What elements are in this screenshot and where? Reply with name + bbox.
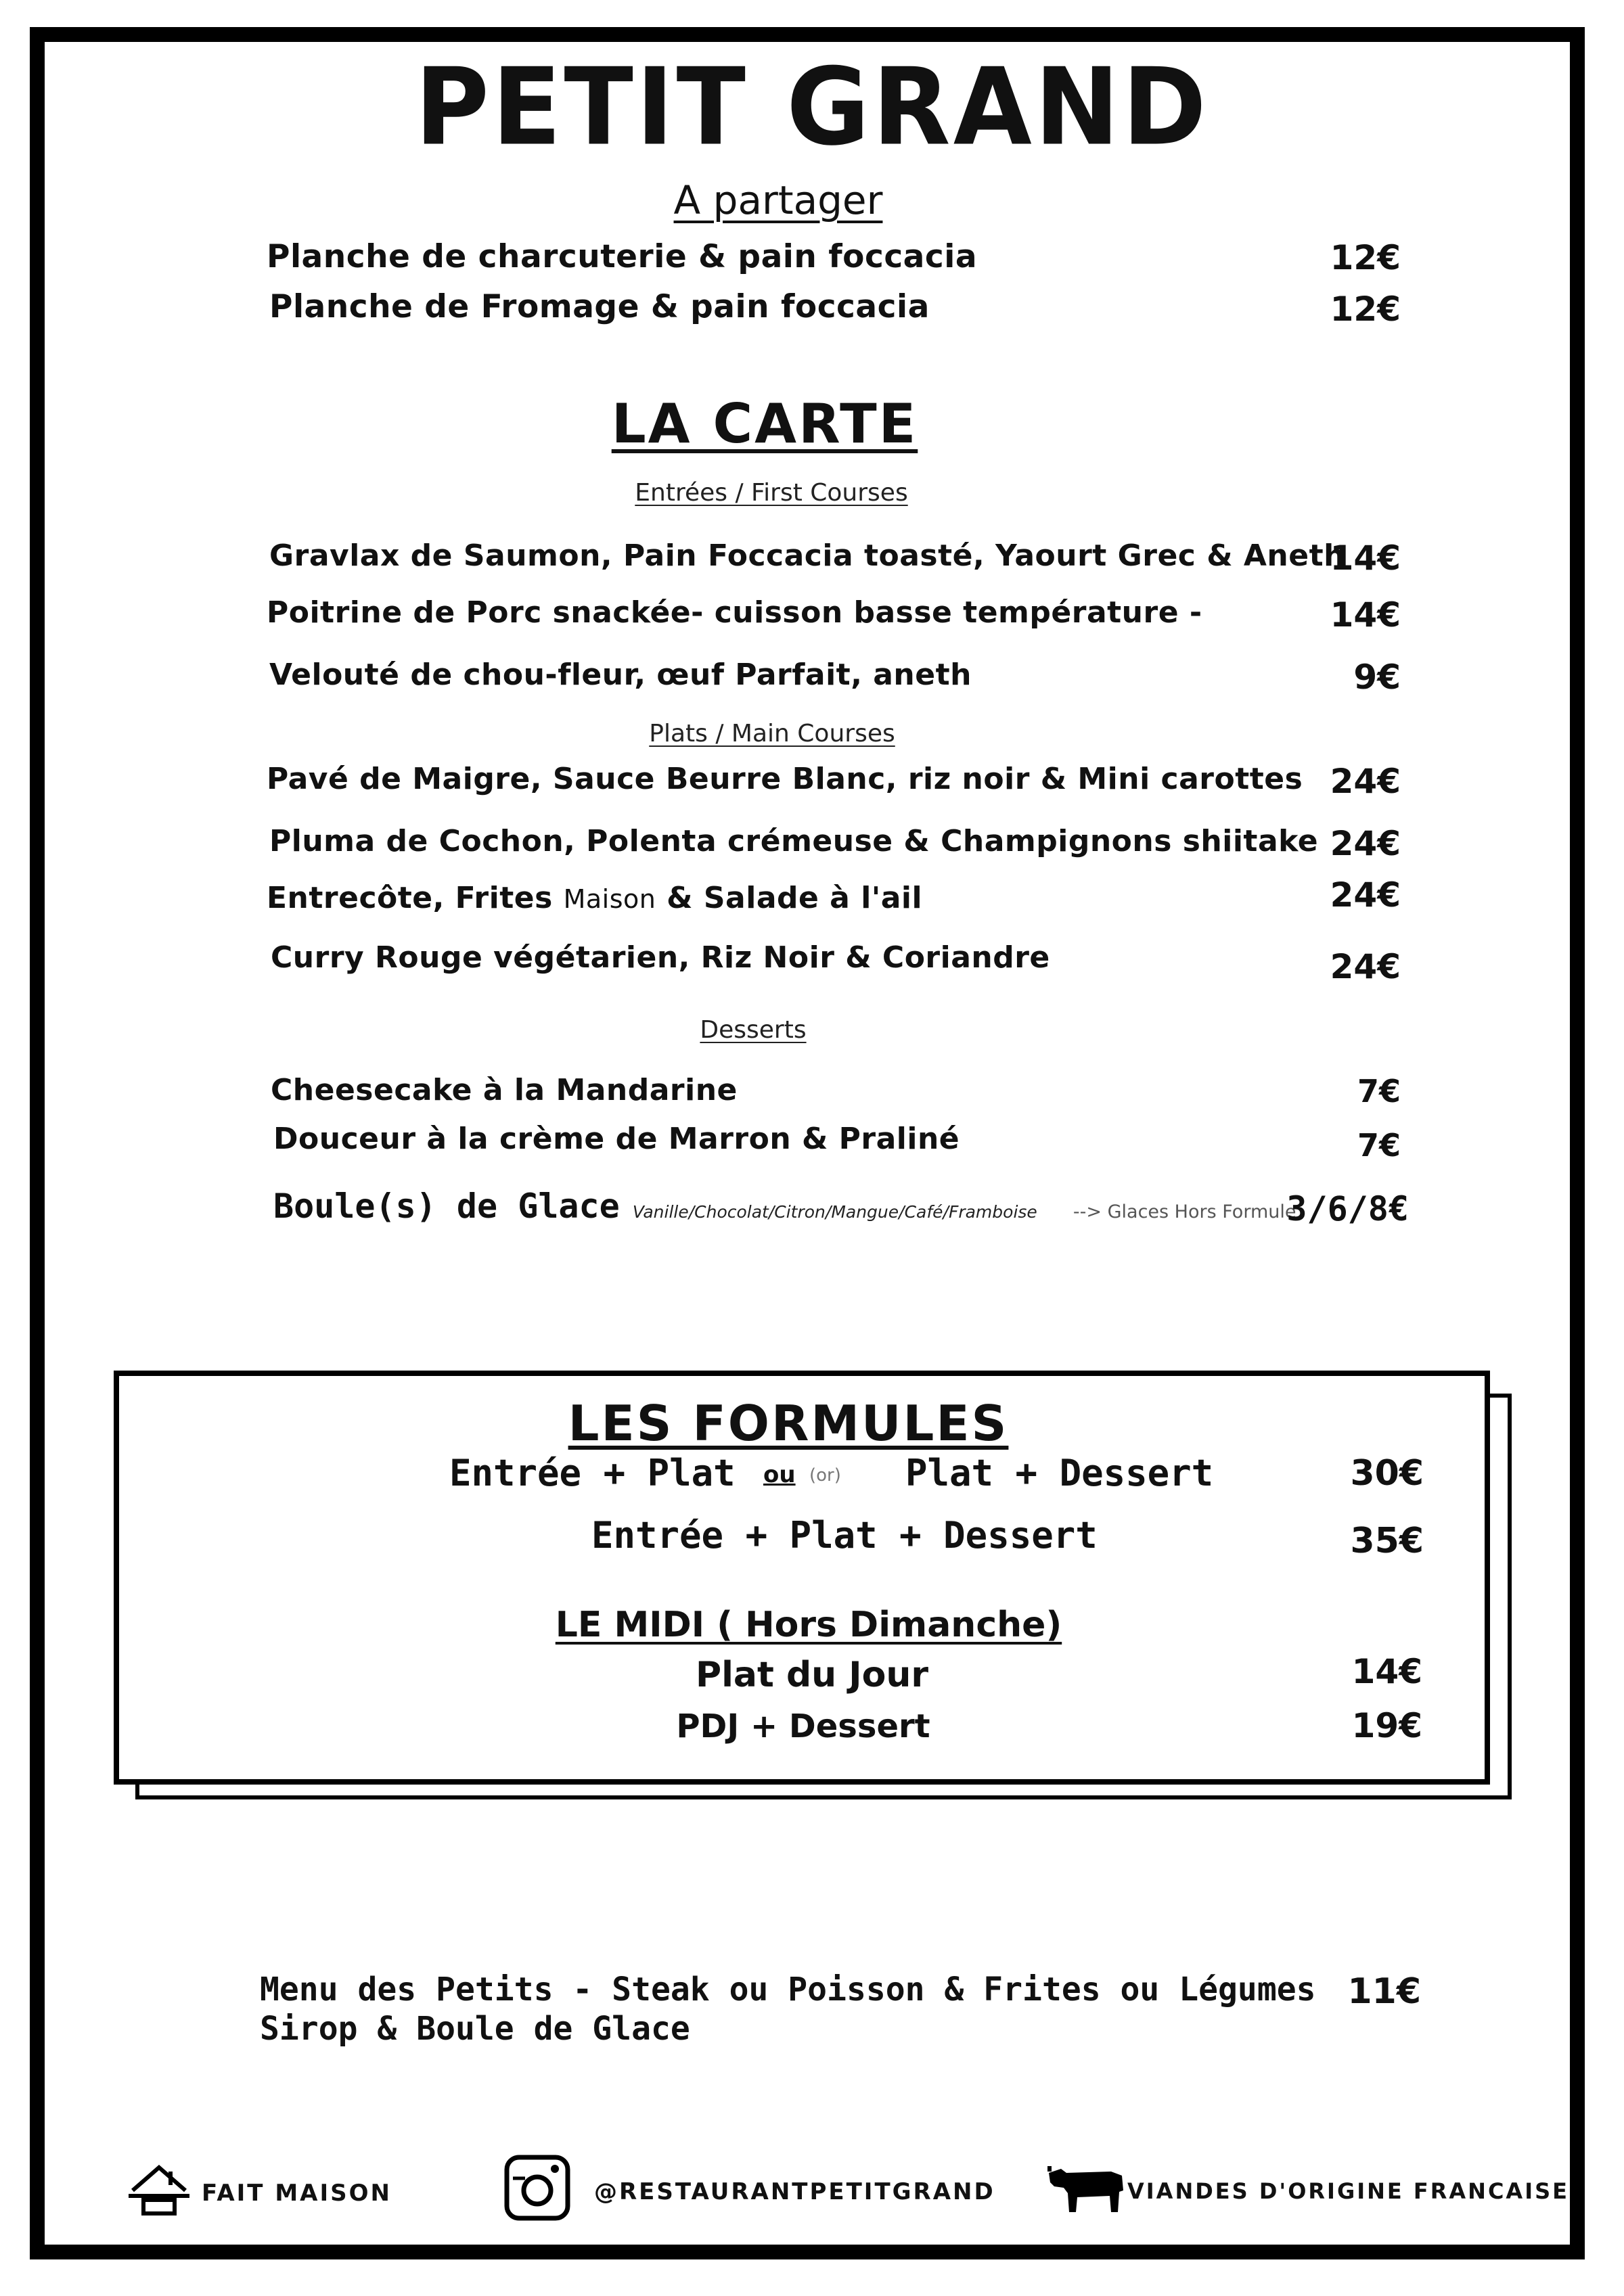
plat-item-name-part: & Salade à l'ail <box>656 881 923 915</box>
plat-item-name-small: Maison <box>563 884 656 914</box>
plat-item-name-part: Entrecôte, Frites <box>267 881 564 915</box>
fait-maison-label: FAIT MAISON <box>202 2180 392 2207</box>
entree-item-price: 9€ <box>1353 658 1401 697</box>
instagram-handle[interactable]: @RESTAURANTPETITGRAND <box>594 2178 995 2205</box>
plat-item-name <box>267 883 922 913</box>
glace-name: Boule(s) de Glace <box>273 1187 620 1226</box>
entree-item-name: Velouté de chou-fleur, œuf Parfait, aneth <box>269 658 972 692</box>
restaurant-title: PETIT GRAND <box>415 45 1209 170</box>
plat-item-price: 24€ <box>1330 762 1401 801</box>
menu-petits-line1: Menu des Petits - Steak ou Poisson & Frites ou Légumes <box>260 1971 1316 2008</box>
a-partager-heading: A partager <box>673 177 883 223</box>
share-item-name: Planche de Fromage & pain foccacia <box>269 288 930 325</box>
formule-or: (or) <box>809 1465 841 1486</box>
glace-flavours: Vanille/Chocolat/Citron/Mangue/Café/Framboise <box>632 1202 1037 1222</box>
plats-heading: Plats / Main Courses <box>649 720 895 748</box>
midi-item-price: 19€ <box>1351 1706 1422 1745</box>
entree-item-price: 14€ <box>1330 538 1401 578</box>
formule-entree-plat-dessert: Entrée + Plat + Dessert <box>591 1514 1098 1557</box>
formule-ou: ou <box>763 1461 796 1488</box>
dessert-item-name: Douceur à la crème de Marron & Praliné <box>273 1122 960 1156</box>
plat-item-name: Curry Rouge végétarien, Riz Noir & Coriandre <box>271 940 1050 975</box>
midi-item-price: 14€ <box>1351 1652 1422 1691</box>
glace-price: 3/6/8€ <box>1286 1189 1409 1229</box>
plat-item-name: Pavé de Maigre, Sauce Beurre Blanc, riz noir & Mini carottes <box>267 762 1303 796</box>
entree-item-name: Poitrine de Porc snackée- cuisson basse température - <box>267 595 1202 630</box>
entrees-heading: Entrées / First Courses <box>635 479 908 507</box>
la-carte-heading: LA CARTE <box>611 392 918 455</box>
formules-heading: LES FORMULES <box>568 1395 1009 1452</box>
house-icon <box>129 2162 189 2219</box>
share-item-price: 12€ <box>1330 290 1401 329</box>
viandes-label: VIANDES D'ORIGINE FRANCAISE <box>1127 2178 1569 2204</box>
entree-item-name: Gravlax de Saumon, Pain Foccacia toasté, Yaourt Grec & Aneth <box>269 538 1345 573</box>
instagram-icon[interactable] <box>503 2154 571 2224</box>
midi-item-name: PDJ + Dessert <box>676 1707 930 1745</box>
plat-item-name: Pluma de Cochon, Polenta crémeuse & Champignons shiitake <box>269 824 1319 858</box>
menu-petits-line2: Sirop & Boule de Glace <box>260 2010 690 2048</box>
cow-icon <box>1046 2163 1127 2218</box>
desserts-heading: Desserts <box>700 1016 807 1044</box>
plat-item-price: 24€ <box>1330 824 1401 863</box>
entree-item-price: 14€ <box>1330 595 1401 635</box>
formule-price-1: 30€ <box>1350 1453 1424 1494</box>
glace-note: --> Glaces Hors Formule <box>1073 1201 1296 1222</box>
plat-item-price: 24€ <box>1330 875 1401 915</box>
midi-heading: LE MIDI ( Hors Dimanche) <box>555 1605 1062 1645</box>
formule-plat-dessert: Plat + Dessert <box>905 1452 1214 1494</box>
dessert-item-price: 7€ <box>1357 1073 1401 1109</box>
midi-item-name: Plat du Jour <box>695 1655 929 1695</box>
glace-row <box>273 1187 1296 1226</box>
formule-price-2: 35€ <box>1350 1521 1424 1561</box>
share-item-price: 12€ <box>1330 238 1401 277</box>
dessert-item-price: 7€ <box>1357 1127 1401 1164</box>
plat-item-price: 24€ <box>1330 947 1401 986</box>
menu-petits-price: 11€ <box>1347 1971 1421 2012</box>
formule-entree-plat: Entrée + Plat <box>449 1452 736 1494</box>
dessert-item-name: Cheesecake à la Mandarine <box>271 1073 738 1107</box>
share-item-name: Planche de charcuterie & pain foccacia <box>267 238 978 275</box>
